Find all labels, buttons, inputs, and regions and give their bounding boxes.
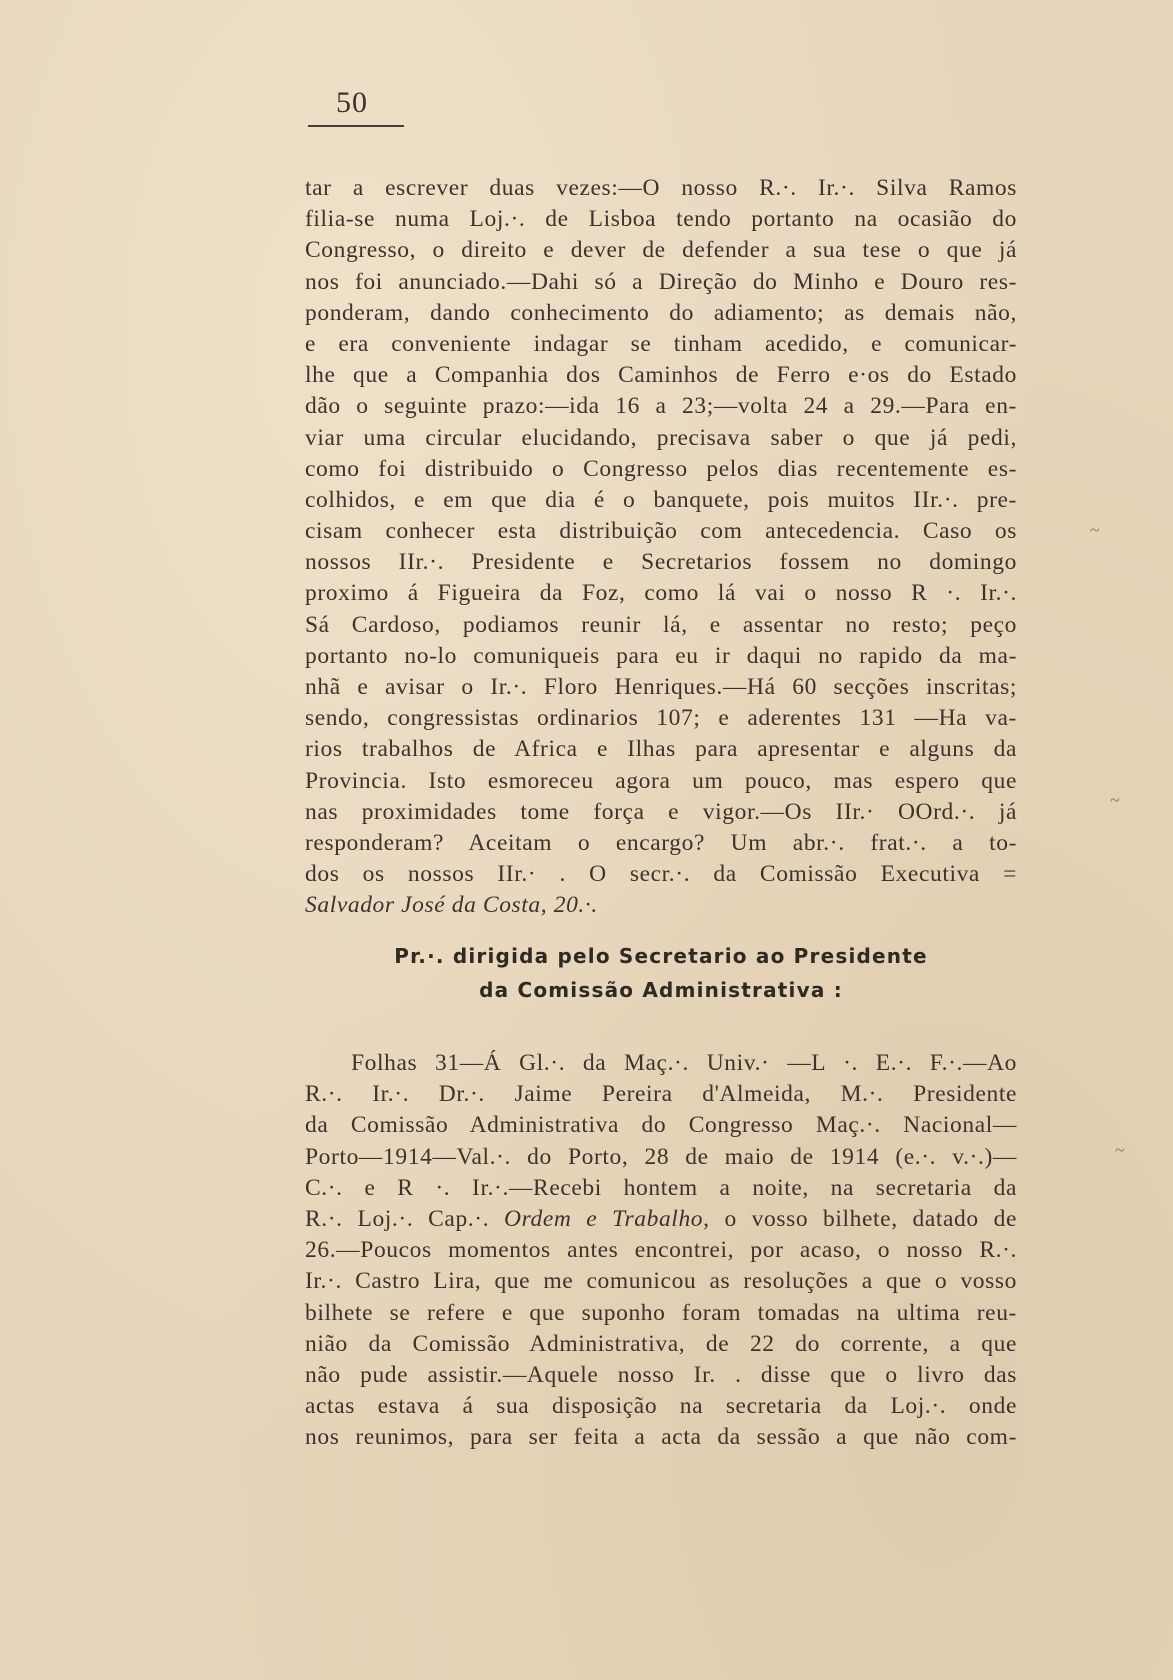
text-line: viar uma circular elucidando, precisava saber o que já pedi, [305, 424, 1017, 451]
text-line: Provincia. Isto esmoreceu agora um pouco, mas espero que [305, 767, 1017, 794]
text-line: actas estava á sua disposição na secretaria da Loj.·. onde [305, 1393, 1017, 1420]
margin-smudge-icon: ~ [1090, 520, 1100, 540]
text-line: e era conveniente indagar se tinham acedido, e comunicar- [305, 330, 1017, 357]
text-line: rios trabalhos de Africa e Ilhas para apresentar e alguns da [305, 736, 1017, 763]
text-line: 26.—Poucos momentos antes encontrei, por acaso, o nosso R.·. [305, 1237, 1017, 1264]
text-line: tar a escrever duas vezes:—O nosso R.·. Ir.·. Silva Ramos [305, 175, 1017, 201]
section-heading [305, 939, 1017, 1007]
text-line: nos foi anunciado.—Dahi só a Direção do Minho e Douro res- [305, 268, 1017, 295]
page-number-rule [308, 125, 404, 127]
text-line: ponderam, dando conhecimento do adiamento; as demais não, [305, 299, 1017, 326]
margin-smudge-icon: ~ [1115, 1140, 1125, 1160]
text-line: R.·. Ir.·. Dr.·. Jaime Pereira d'Almeida, M.·. Presidente [305, 1081, 1017, 1108]
text-line: responderam? Aceitam o encargo? Um abr.·. frat.·. a to- [305, 829, 1017, 856]
text-line: nos reunimos, para ser feita a acta da sessão a que não com- [305, 1424, 1017, 1451]
text-line: lhe que a Companhia dos Caminhos de Ferro e·os do Estado [305, 362, 1017, 389]
margin-smudge-icon: ~ [1110, 790, 1120, 810]
text-line: filia-se numa Loj.·. de Lisboa tendo portanto na ocasião do [305, 206, 1017, 233]
text-line: Folhas 31—Á Gl.·. da Maç.·. Univ.· —L ·. E.·. F.·.—Ao [351, 1050, 1017, 1076]
text-line: C.·. e R ·. Ir.·.—Recebi hontem a noite, na secretaria da [305, 1174, 1017, 1201]
text-line: Ir.·. Castro Lira, que me comunicou as resoluções a que o vosso [305, 1268, 1017, 1295]
text-line: Sá Cardoso, podiamos reunir lá, e assentar no resto; peço [305, 611, 1017, 638]
heading-line-2: da Comissão Administrativa : [479, 978, 843, 1002]
text-line: bilhete se refere e que suponho foram tomadas na ultima reu- [305, 1299, 1017, 1326]
letter-paragraph [305, 173, 1017, 922]
text-line: nas proximidades tome força e vigor.—Os IIr.· OOrd.·. já [305, 798, 1017, 825]
text-line: proximo á Figueira da Foz, como lá vai o nosso R ·. Ir.·. [305, 580, 1017, 607]
text-line: nhã e avisar o Ir.·. Floro Henriques.—Há 60 secções inscritas; [305, 674, 1017, 700]
text-line: dos os nossos IIr.· . O secr.·. da Comissão Executiva = [305, 861, 1017, 888]
text-line: Congresso, o direito e dever de defender a sua tese o que já [305, 237, 1017, 264]
text-line-mixed [305, 1204, 1017, 1235]
text-line: não pude assistir.—Aquele nosso Ir. . disse que o livro das [305, 1361, 1017, 1388]
text-line: cisam conhecer esta distribuição com antecedencia. Caso os [305, 518, 1017, 545]
text-fragment: o vosso bilhete, datado de [724, 1205, 1017, 1232]
heading-line-1: Pr.·. dirigida pelo Secretario ao Presidente [394, 944, 928, 968]
text-line: sendo, congressistas ordinarios 107; e aderentes 131 —Ha va- [305, 705, 1017, 732]
signature-line: Salvador José da Costa, 20.·. [305, 892, 598, 919]
text-line: como foi distribuido o Congresso pelos dias recentemente es- [305, 455, 1017, 482]
text-line: colhidos, e em que dia é o banquete, pois muitos IIr.·. pre- [305, 486, 1017, 513]
text-line: da Comissão Administrativa do Congresso Maç.·. Nacional— [305, 1112, 1017, 1139]
text-line: portanto no-lo comuniqueis para eu ir daqui no rapido da ma- [305, 642, 1017, 669]
letter-paragraph-2 [305, 1048, 1017, 1453]
text-line: Porto—1914—Val.·. do Porto, 28 de maio de 1914 (e.·. v.·.)— [305, 1143, 1017, 1170]
text-line: nossos IIr.·. Presidente e Secretarios fossem no domingo [305, 549, 1017, 576]
text-line: nião da Comissão Administrativa, de 22 do corrente, a que [305, 1330, 1017, 1357]
page-number: 50 [336, 86, 368, 119]
text-line: dão o seguinte prazo:—ida 16 a 23;—volta 24 a 29.—Para en- [305, 393, 1017, 420]
italic-fragment: Ordem e Trabalho, [504, 1205, 710, 1232]
text-fragment: R.·. Loj.·. Cap.·. [305, 1205, 490, 1232]
